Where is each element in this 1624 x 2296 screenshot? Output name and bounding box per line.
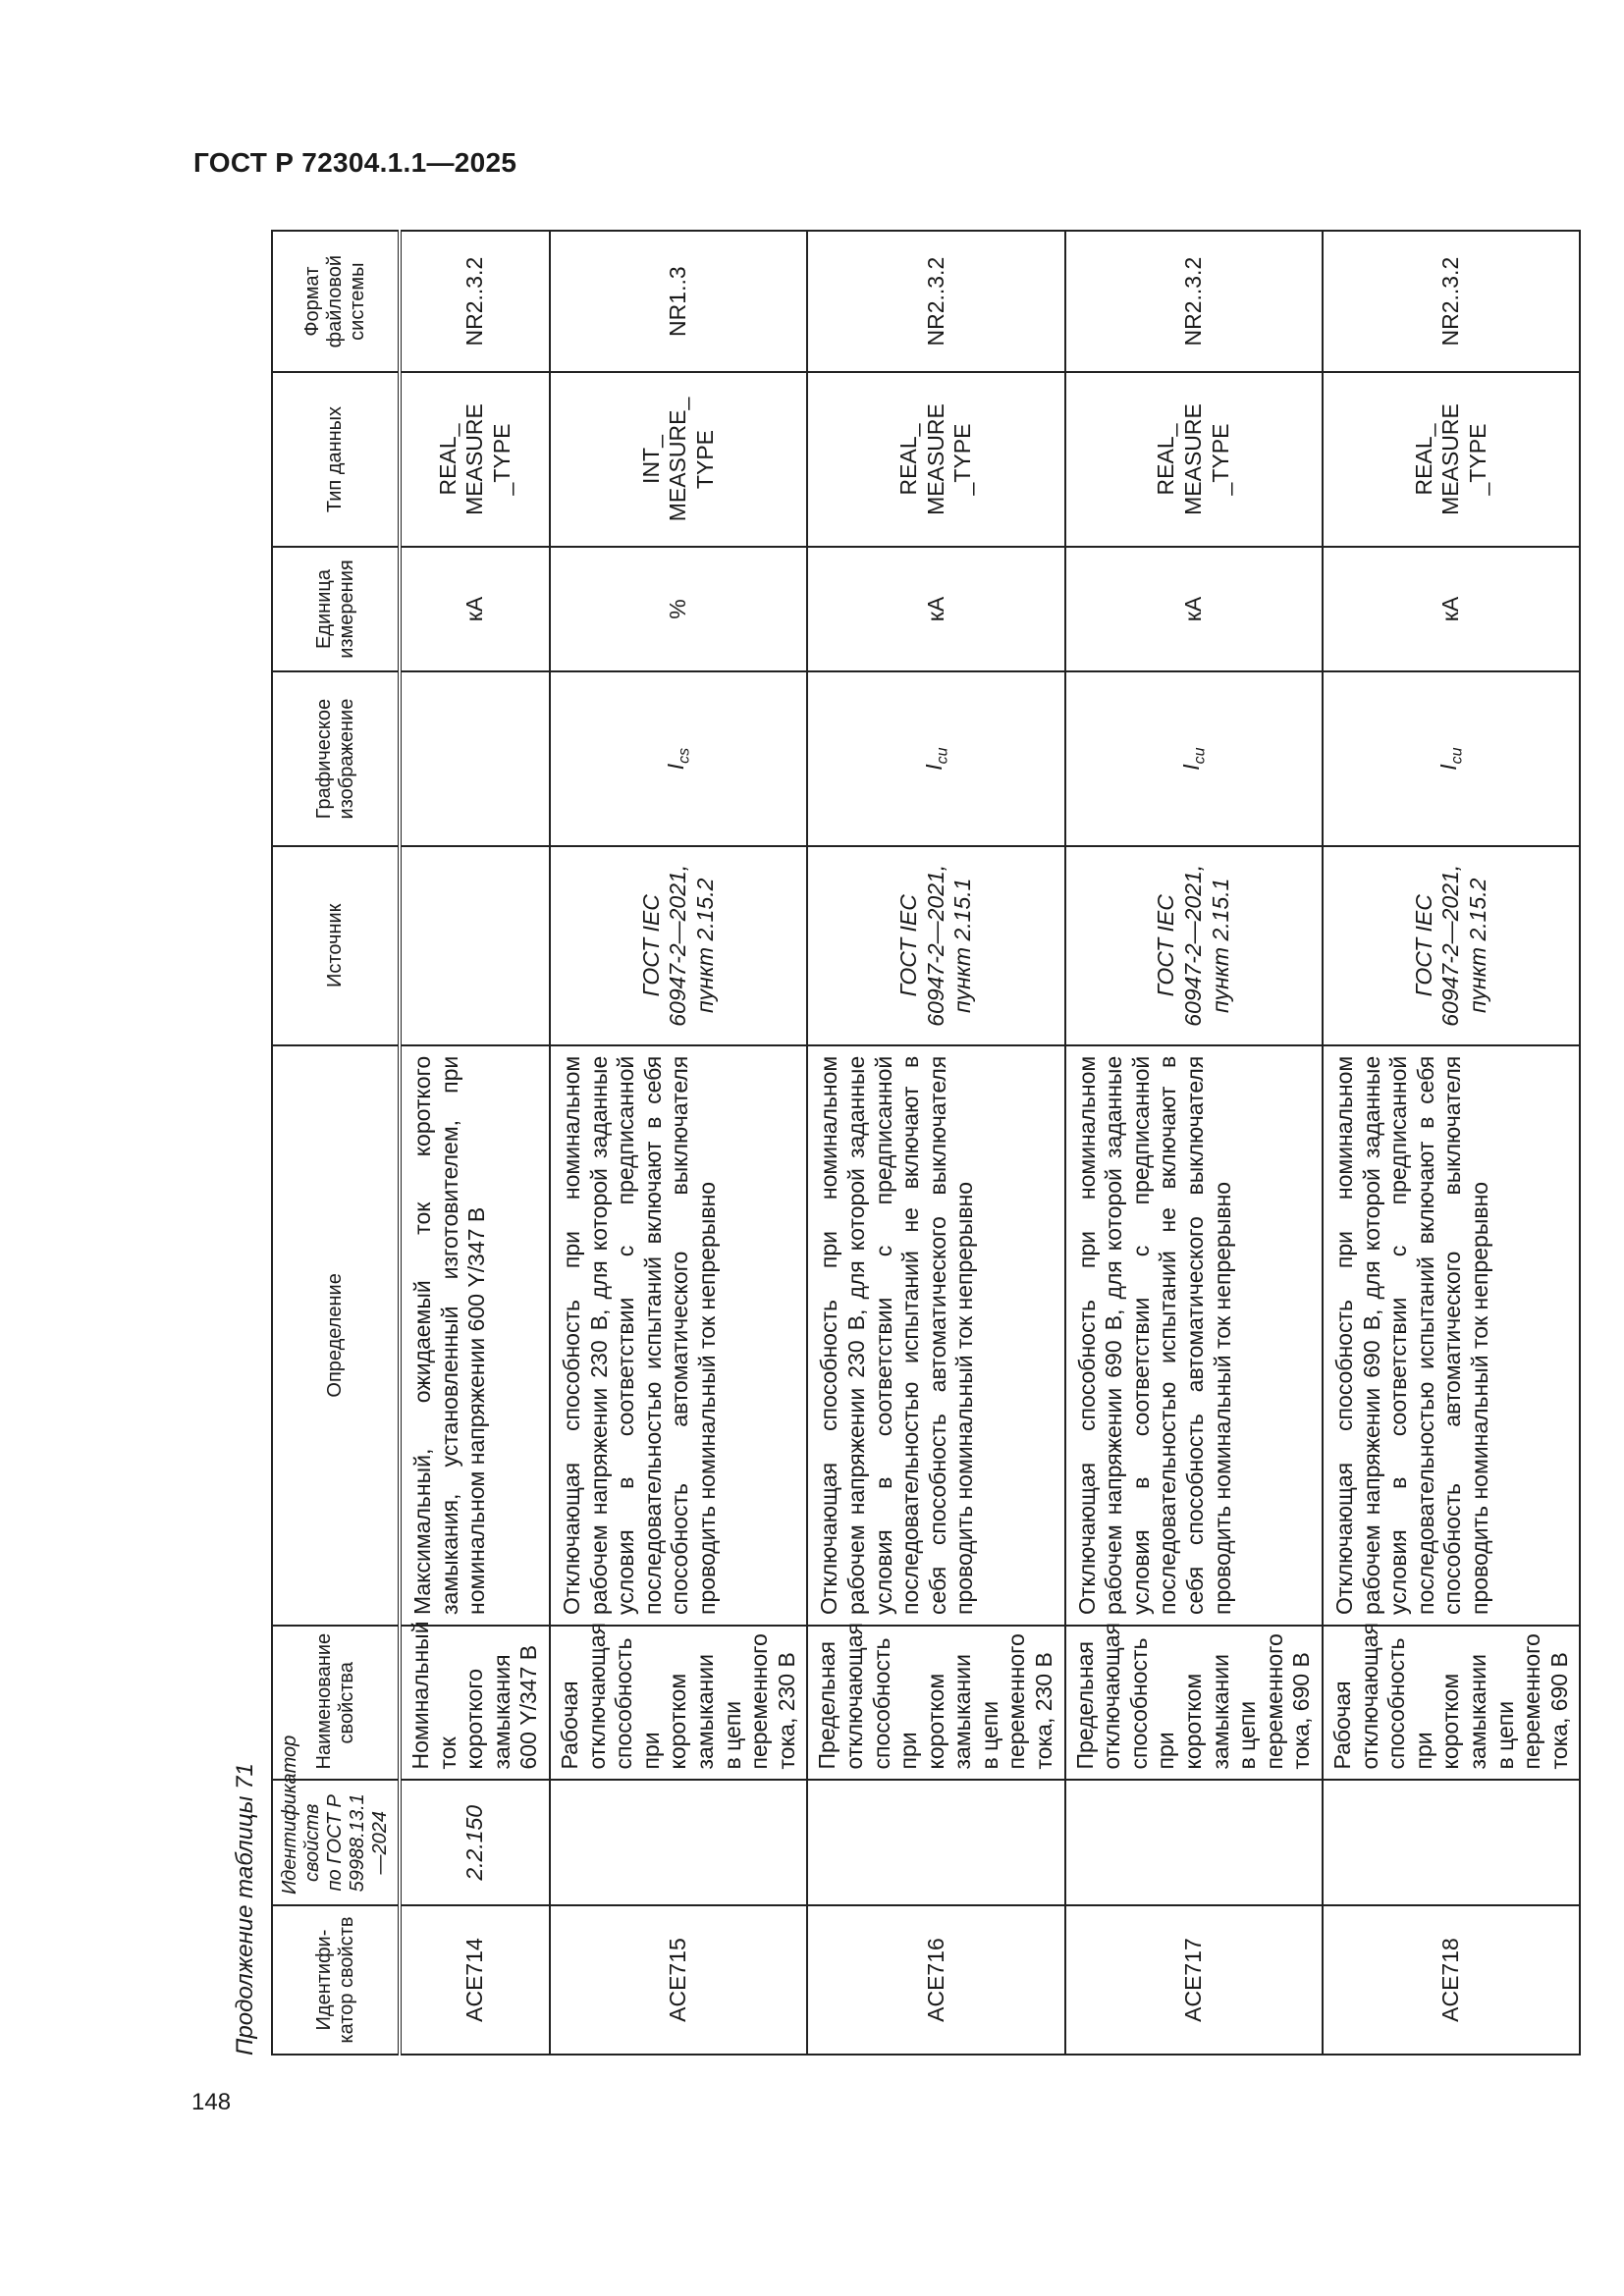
cell-graphic-symbol: $I_{cu}$: [1065, 671, 1323, 845]
cell-unit: кА: [1065, 547, 1323, 672]
cell-graphic-symbol: $I_{cu}$: [1323, 671, 1580, 845]
table-row: [400, 231, 550, 2055]
header-unit: Единица измерения: [272, 547, 400, 672]
cell-source: ГОСТ IEC 60947-2—2021, пункт 2.15.2: [550, 846, 807, 1045]
cell-file-format: NR2..3.2: [1323, 231, 1580, 372]
table-row: [807, 231, 1064, 2055]
properties-table: [271, 230, 1581, 2056]
cell-graphic-symbol: $I_{cs}$: [550, 671, 807, 845]
document-header: ГОСТ Р 72304.1.1—2025: [193, 147, 517, 178]
cell-graphic-symbol: $I_{cu}$: [807, 671, 1064, 845]
header-file-format: Формат файловой системы: [272, 231, 400, 372]
cell-gost-property-id: [1065, 1780, 1323, 1905]
cell-gost-property-id: [807, 1780, 1064, 1905]
header-gost-property-id: Идентификатор свойств по ГОСТ Р 59988.13.1—2024: [272, 1780, 400, 1905]
cell-property-name: Предельная отключающая способность при коротком замыкании в цепи переменного тока, 690 В: [1065, 1626, 1323, 1781]
cell-file-format: NR1..3: [550, 231, 807, 372]
header-source: Источник: [272, 846, 400, 1045]
table-row: [550, 231, 807, 2055]
cell-definition: Отключающая способность при номинальном рабочем напряжении 690 В, для которой заданные условия в соответствии с предписанной последовательностью испытаний не включают в себя способность автоматического выключателя проводить номинальный ток непрерывно: [1065, 1045, 1323, 1626]
cell-gost-property-id: [1323, 1780, 1580, 1905]
cell-property-name: Номинальный ток короткого замыкания 600 Y/347 В: [400, 1626, 550, 1781]
cell-unit: кА: [400, 547, 550, 672]
header-property-id: Идентифи-катор свойств: [272, 1905, 400, 2055]
cell-property-id: ACE715: [550, 1905, 807, 2055]
cell-data-type: REAL_ MEASURE _TYPE: [400, 372, 550, 546]
cell-file-format: NR2..3.2: [400, 231, 550, 372]
cell-source: ГОСТ IEC 60947-2—2021, пункт 2.15.1: [807, 846, 1064, 1045]
table-caption: Продолжение таблицы 71: [232, 1763, 258, 2056]
header-property-name: Наименование свойства: [272, 1626, 400, 1781]
cell-data-type: INT_ MEASURE_ TYPE: [550, 372, 807, 546]
rotated-table-region: [232, 230, 1572, 2056]
cell-unit: %: [550, 547, 807, 672]
cell-unit: кА: [807, 547, 1064, 672]
cell-property-id: ACE714: [400, 1905, 550, 2055]
cell-data-type: REAL_ MEASURE _TYPE: [807, 372, 1064, 546]
cell-source: ГОСТ IEC 60947-2—2021, пункт 2.15.1: [1065, 846, 1323, 1045]
cell-property-id: ACE718: [1323, 1905, 1580, 2055]
cell-definition: Максимальный, ожидаемый ток короткого замыкания, установленный изготовителем, при номинальном напряжении 600 Y/347 В: [400, 1045, 550, 1626]
cell-property-name: Предельная отключающая способность при коротком замыкании в цепи переменного тока, 230 В: [807, 1626, 1064, 1781]
cell-definition: Отключающая способность при номинальном рабочем напряжении 230 В, для которой заданные условия в соответствии с предписанной последовательностью испытаний включают в себя способность автоматического выключателя проводить номинальный ток непрерывно: [550, 1045, 807, 1626]
cell-gost-property-id: [550, 1780, 807, 1905]
cell-source: ГОСТ IEC 60947-2—2021, пункт 2.15.2: [1323, 846, 1580, 1045]
cell-property-name: Рабочая отключающая способность при коротком замыкании в цепи переменного тока, 690 В: [1323, 1626, 1580, 1781]
cell-property-id: ACE716: [807, 1905, 1064, 2055]
page-number: 148: [191, 2089, 232, 2115]
cell-file-format: NR2..3.2: [1065, 231, 1323, 372]
cell-property-name: Рабочая отключающая способность при коротком замыкании в цепи переменного тока, 230 В: [550, 1626, 807, 1781]
cell-file-format: NR2..3.2: [807, 231, 1064, 372]
table-row: [1323, 231, 1580, 2055]
header-row: [272, 231, 400, 2055]
cell-gost-property-id: 2.2.150: [400, 1780, 550, 1905]
cell-definition: Отключающая способность при номинальном рабочем напряжении 690 В, для которой заданные условия в соответствии с предписанной последовательностью испытаний включают в себя способность автоматического выключателя проводить номинальный ток непрерывно: [1323, 1045, 1580, 1626]
cell-source: [400, 846, 550, 1045]
table-row: [1065, 231, 1323, 2055]
cell-property-id: ACE717: [1065, 1905, 1323, 2055]
cell-unit: кА: [1323, 547, 1580, 672]
header-data-type: Тип данных: [272, 372, 400, 546]
cell-definition: Отключающая способность при номинальном рабочем напряжении 230 В, для которой заданные условия в соответствии с предписанной последовательностью испытаний не включают в себя способность автоматического выключателя проводить номинальный ток непрерывно: [807, 1045, 1064, 1626]
cell-graphic-symbol: [400, 671, 550, 845]
cell-data-type: REAL_ MEASURE _TYPE: [1065, 372, 1323, 546]
header-graphic-symbol: Графическое изображение: [272, 671, 400, 845]
cell-data-type: REAL_ MEASURE _TYPE: [1323, 372, 1580, 546]
header-definition: Определение: [272, 1045, 400, 1626]
